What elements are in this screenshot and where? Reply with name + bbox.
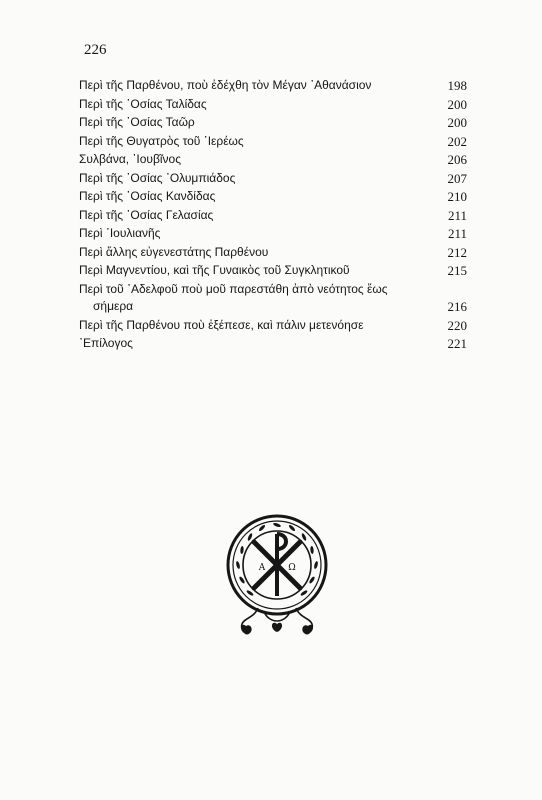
chi-rho-emblem-icon [224, 512, 330, 642]
toc-entry-title: Περὶ τῆς Παρθένου ποὺ ἐξέπεσε, καὶ πάλιν μετενόησε [79, 317, 364, 332]
toc-entry-title: Περὶ τῆς ῾Οσίας ᾿Ολυμπιάδος [79, 170, 236, 185]
toc-entry-title-continuation: σήμερα [93, 299, 134, 314]
toc-entry [79, 188, 467, 205]
toc-entry [79, 133, 467, 150]
toc-entry [79, 262, 467, 279]
toc-entry-title: ᾿Επίλογος [79, 336, 133, 351]
toc-entry-title: Περὶ τῆς ῾Οσίας Ταλίδας [79, 96, 207, 111]
alpha-letter: Α [258, 563, 266, 573]
toc-entry-page: 215 [447, 263, 467, 279]
toc-entry-title: Περὶ τῆς Θυγατρὸς τοῦ ῾Ιερέως [79, 133, 244, 148]
toc-entry [79, 114, 467, 131]
toc-entry [79, 151, 467, 168]
toc-entry [79, 225, 467, 242]
chi-rho-emblem-svg [224, 512, 330, 642]
toc-entry [79, 244, 467, 261]
toc-entry [79, 170, 467, 187]
toc-entry-page: 198 [447, 78, 467, 93]
toc-entry [79, 96, 467, 113]
toc-entry-title: Περὶ Μαγνεντίου, καὶ τῆς Γυναικὸς τοῦ Συγκλητικοῦ [79, 263, 350, 278]
toc-entry-title-line: Περὶ τοῦ ᾿Αδελφοῦ ποὺ μοῦ παρεστάθη ἀπὸ νεότητος ἕως [79, 282, 388, 297]
toc-entry-title: Περὶ τῆς Παρθένου, ποὺ ἐδέχθη τὸν Μέγαν ᾿Αθανάσιον [79, 78, 372, 92]
leaf-ornament-icon [241, 623, 313, 635]
toc-entry-title: Περὶ τῆς ῾Οσίας Γελασίας [79, 207, 214, 222]
toc-entry-page: 212 [447, 244, 467, 260]
toc-entry-page: 211 [447, 226, 467, 242]
toc-entry-title: Συλβάνα, ᾿Ιουβῖνος [79, 152, 182, 167]
toc-entry-title: Περὶ τῆς ῾Οσίας Κανδίδας [79, 189, 216, 204]
toc-entry-page: 207 [447, 170, 467, 186]
toc-entry-title: Περὶ ᾿Ιουλιανῆς [79, 226, 161, 241]
toc-entry-page: 211 [447, 207, 467, 223]
toc-entry-page: 200 [447, 115, 467, 131]
page-number: 226 [84, 42, 107, 58]
toc-entry-page: 220 [447, 317, 467, 333]
toc-entry-title [79, 281, 441, 315]
toc-entry [79, 77, 467, 94]
toc-entry [79, 335, 467, 352]
table-of-contents [79, 77, 467, 354]
toc-entry-page: 202 [447, 133, 467, 149]
toc-entry [79, 207, 467, 224]
toc-entry-page: 221 [447, 336, 467, 352]
toc-entry-title: Περὶ τῆς ῾Οσίας Ταῶρ [79, 115, 195, 130]
toc-entry [79, 281, 467, 315]
toc-entry-page: 206 [447, 152, 467, 168]
toc-entry-title: Περὶ ἄλλης εὐγενεστάτης Παρθένου [79, 244, 269, 259]
omega-letter: Ω [288, 563, 296, 573]
toc-entry [79, 317, 467, 334]
toc-entry-page: 200 [447, 96, 467, 112]
toc-entry-page: 210 [447, 189, 467, 205]
toc-entry-page: 216 [447, 299, 467, 315]
